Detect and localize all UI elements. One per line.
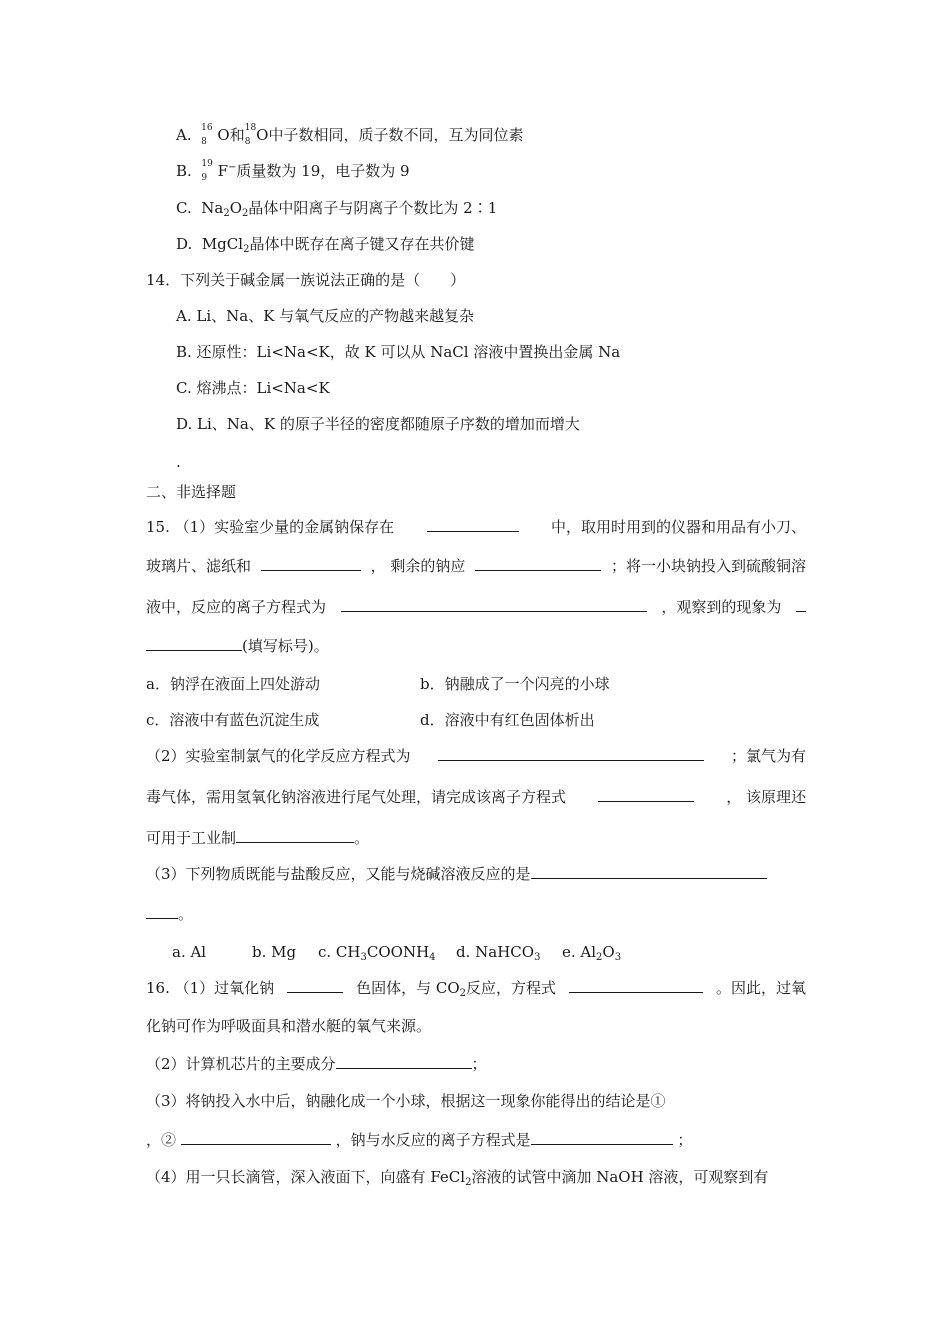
q16-line-2: 化钠可作为呼吸面具和潜水艇的氧气来源。 bbox=[146, 1017, 432, 1035]
answer-blank[interactable] bbox=[531, 863, 767, 879]
answer-blank[interactable] bbox=[531, 1129, 673, 1145]
answer-blank[interactable] bbox=[569, 977, 703, 993]
q14-option-d: D. Li、Na、K 的原子半径的密度都随原子序数的增加而增大 bbox=[176, 415, 580, 433]
q13-option-a: A. 16 8 O和 18 8 O中子数相同，质子数不同，互为同位素 bbox=[176, 123, 524, 147]
q16-line-1: 16. （1）过氧化钠 色固体，与 $CO_2$反应，方程式 。因此，过氧 bbox=[146, 979, 806, 999]
q14-option-c: C. 熔沸点：Li<Na<K bbox=[176, 379, 330, 397]
q13-option-c: C. $Na_2O_2$晶体中阳离子与阴离子个数比为 2∶1 bbox=[176, 199, 498, 219]
q15-choice-b: b. Mg bbox=[252, 943, 297, 961]
q15-part3-line-1: （3）下列物质既能与盐酸反应，又能与烧碱溶液反应的是 bbox=[146, 863, 767, 885]
isotope-notation: 19 9 bbox=[201, 159, 213, 183]
q15-option-d: d．溶液中有红色固体析出 bbox=[420, 711, 595, 729]
answer-blank[interactable] bbox=[181, 1129, 331, 1145]
q16-part4-line-1: （4）用一只长滴管，深入液面下，向盛有 FeCl$_2$溶液的试管中滴加 NaOH 溶液，可观察到有 bbox=[146, 1168, 769, 1188]
answer-blank[interactable] bbox=[427, 516, 519, 532]
isotope-notation: 18 8 bbox=[244, 123, 257, 147]
answer-blank[interactable] bbox=[475, 555, 601, 571]
answer-blank[interactable] bbox=[438, 745, 704, 761]
q15-choice-a: a. Al bbox=[172, 943, 207, 961]
q15-choice-e: e. $Al_2O_3$ bbox=[562, 943, 622, 963]
answer-blank[interactable] bbox=[796, 596, 806, 612]
isotope-notation: 16 8 bbox=[201, 123, 213, 147]
stray-dot: . bbox=[176, 453, 181, 471]
q15-line-1: 15. （1）实验室少量的金属钠保存在 中，取用时用到的仪器和用品有小刀、 bbox=[146, 518, 806, 536]
answer-blank[interactable] bbox=[261, 555, 361, 571]
q13-option-d: D. MgCl$_2$晶体中既存在离子键又存在共价键 bbox=[176, 235, 475, 255]
answer-blank[interactable] bbox=[236, 827, 354, 843]
q14-option-a: A. Li、Na、K 与氧气反应的产物越来越复杂 bbox=[176, 307, 475, 325]
q15-option-a: a．钠浮在液面上四处游动 bbox=[146, 675, 320, 693]
q15-choice-d: d. NaHCO$_3$ bbox=[456, 943, 541, 963]
q15-line-2: 玻璃片、滤纸和 ， 剩余的钠应 ；将一小块钠投入到硫酸铜溶 bbox=[146, 557, 806, 575]
q16-part2: （2）计算机芯片的主要成分 ； bbox=[146, 1055, 487, 1073]
answer-blank[interactable] bbox=[336, 1053, 472, 1069]
q15-part3-line-2: 。 bbox=[146, 903, 193, 925]
q15-line-3: 液中，反应的离子方程式为 ，观察到的现象为 bbox=[146, 596, 806, 618]
answer-blank[interactable] bbox=[341, 596, 647, 612]
answer-blank[interactable] bbox=[598, 786, 694, 802]
q16-part3-line-1: （3）将钠投入水中后，钠融化成一个小球，根据这一现象你能得出的结论是① bbox=[146, 1092, 666, 1110]
q15-part2-line-2: 毒气体，需用氢氧化钠溶液进行尾气处理，请完成该离子方程式 ， 该原理还 bbox=[146, 788, 806, 806]
answer-blank[interactable] bbox=[146, 635, 242, 651]
q15-line-4: (填写标号)。 bbox=[146, 635, 329, 657]
q14-stem: 14．下列关于碱金属一族说法正确的是（ ） bbox=[146, 271, 466, 289]
q13-option-b: B. 19 9 F−质量数为 19，电子数为 9 bbox=[176, 159, 410, 183]
q16-part3-line-2: ，② ，钠与水反应的离子方程式是 ； bbox=[146, 1131, 693, 1149]
q14-option-b: B. 还原性：Li<Na<K，故 K 可以从 NaCl 溶液中置换出金属 Na bbox=[176, 343, 621, 361]
q15-part2-line-3: 可用于工业制 。 bbox=[146, 829, 370, 847]
section-heading: 二、非选择题 bbox=[146, 483, 237, 501]
q15-part2-line-1: （2）实验室制氯气的化学反应方程式为 ；氯气为有 bbox=[146, 747, 806, 765]
q15-choice-c: c. $CH_3COONH_4$ bbox=[318, 943, 436, 963]
q15-option-c: c．溶液中有蓝色沉淀生成 bbox=[146, 711, 320, 729]
answer-blank[interactable] bbox=[146, 903, 178, 919]
q15-option-b: b．钠融成了一个闪亮的小球 bbox=[420, 675, 610, 693]
answer-blank[interactable] bbox=[287, 977, 343, 993]
